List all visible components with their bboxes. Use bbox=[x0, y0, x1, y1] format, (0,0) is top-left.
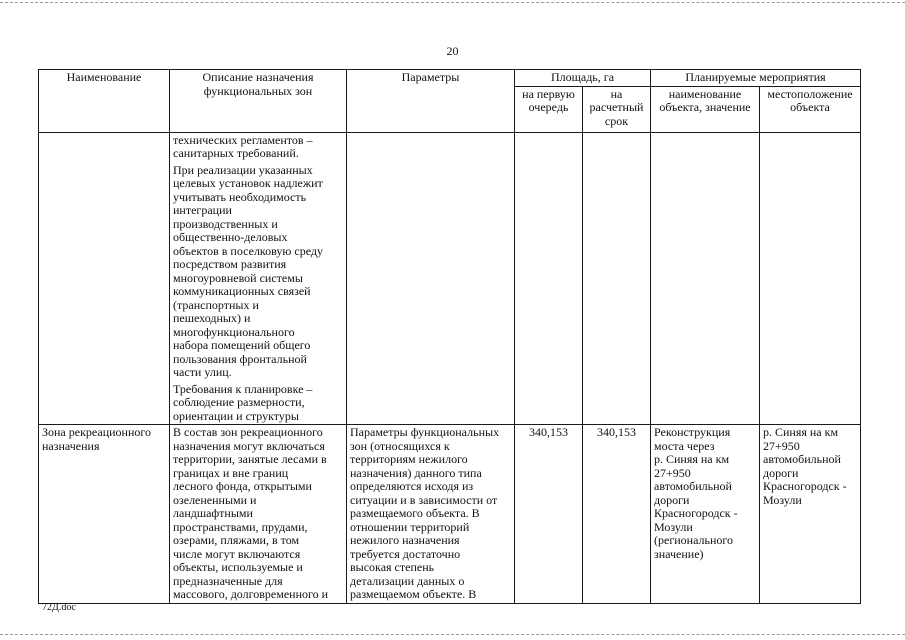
header-area-first bbox=[515, 86, 583, 132]
continuation-area-first-cell bbox=[515, 132, 583, 425]
table-row-recreation bbox=[39, 425, 861, 604]
planned-object-name bbox=[651, 425, 760, 604]
continuation-area-total-cell bbox=[583, 132, 651, 425]
page-number: 20 bbox=[446, 44, 459, 58]
text-line: Красногородск - bbox=[654, 506, 738, 520]
text-line: высокая степень bbox=[350, 560, 435, 574]
text-line: числе могут включаются bbox=[173, 546, 301, 561]
text-line: на bbox=[610, 86, 623, 101]
text-line: Зона рекреационного bbox=[42, 425, 152, 439]
header-description: Описание назначения функциональных зон bbox=[170, 70, 347, 133]
zone-name bbox=[39, 425, 170, 604]
text-line: автомобильной bbox=[654, 479, 732, 493]
text-line: Реконструкция bbox=[654, 425, 731, 439]
continuation-paragraph bbox=[173, 164, 343, 380]
text-line: дороги bbox=[763, 465, 799, 480]
text-line: При реализации указанных bbox=[173, 162, 313, 177]
text-line: посредством развития bbox=[173, 257, 287, 271]
text-line: ситуации и в зависимости от bbox=[350, 492, 498, 507]
scan-border-top bbox=[0, 2, 905, 3]
planned-object-location bbox=[760, 425, 861, 604]
text-line: целевых установок надлежит bbox=[173, 176, 323, 190]
continuation-object-cell bbox=[651, 132, 760, 425]
text-line: озелененными и bbox=[173, 492, 257, 507]
text-line: зон (относящихся к bbox=[350, 438, 450, 453]
text-line: Требования к планировке – bbox=[173, 381, 313, 396]
text-line: коммуникационных связей bbox=[173, 284, 311, 298]
text-line: 27+950 bbox=[763, 438, 800, 453]
text-line: объектов в поселковую среду bbox=[173, 243, 323, 258]
text-line: отношении территорий bbox=[350, 519, 470, 534]
text-line: границах и вне границ bbox=[173, 465, 289, 480]
text-line: размещаемого объекта. В bbox=[350, 506, 480, 520]
text-line: Мозули bbox=[763, 492, 802, 507]
scan-border-bottom bbox=[0, 634, 905, 635]
text-line: части улиц. bbox=[173, 365, 232, 379]
text-line: массового, долговременного и bbox=[173, 587, 329, 601]
text-line: ландшафтными bbox=[173, 506, 253, 520]
text-line: объекта bbox=[790, 100, 830, 114]
text-line: учитывать необходимость bbox=[173, 189, 307, 204]
continuation-paragraph bbox=[173, 134, 343, 161]
text-line: определяются исходя из bbox=[350, 479, 474, 493]
text-line: многофункционального bbox=[173, 324, 295, 339]
text-line: набора помещений общего bbox=[173, 338, 311, 352]
table-row-continuation bbox=[39, 132, 861, 425]
text-line: пространствами, прудами, bbox=[173, 519, 308, 534]
text-line: лесного фонда, открытыми bbox=[173, 479, 312, 493]
text-line: на первую bbox=[522, 86, 575, 101]
text-line: дороги bbox=[654, 492, 690, 507]
text-line: территориям нежилого bbox=[350, 452, 468, 466]
header-name: Наименование bbox=[39, 70, 170, 133]
text-line: многоуровневой системы bbox=[173, 270, 303, 285]
text-line: озерами, пляжами, в том bbox=[173, 533, 300, 547]
text-line: назначения bbox=[42, 438, 100, 453]
text-line: автомобильной bbox=[763, 452, 841, 466]
header-area-total bbox=[583, 86, 651, 132]
header-planned: Планируемые мероприятия bbox=[651, 70, 861, 87]
header-area: Площадь, га bbox=[515, 70, 651, 87]
text-line: Красногородск - bbox=[763, 479, 847, 493]
text-line: срок bbox=[604, 113, 629, 128]
area-total-value: 340,153 bbox=[583, 425, 651, 604]
text-line: моста через bbox=[654, 438, 715, 453]
functional-zones-table bbox=[38, 69, 861, 604]
text-line: технических регламентов – bbox=[173, 132, 313, 147]
text-line: местоположение bbox=[767, 86, 853, 101]
text-line: требуется достаточно bbox=[350, 546, 461, 561]
text-line: интеграции bbox=[173, 203, 232, 217]
text-line: объекты, используемые и bbox=[173, 560, 303, 574]
area-first-value: 340,153 bbox=[515, 425, 583, 604]
text-line: Параметры функциональных bbox=[350, 425, 500, 439]
zone-description bbox=[170, 425, 347, 604]
footer-file-name: 72Д.doc bbox=[42, 602, 76, 613]
text-line: значение) bbox=[654, 546, 704, 561]
text-line: нежилого назначения bbox=[350, 533, 460, 547]
header-parameters: Параметры bbox=[347, 70, 515, 133]
text-line: очередь bbox=[528, 100, 569, 114]
text-line: пользования фронтальной bbox=[173, 351, 307, 366]
text-line: (регионального bbox=[654, 533, 734, 547]
continuation-paragraph bbox=[173, 383, 343, 424]
text-line: Мозули bbox=[654, 519, 693, 534]
text-line: соблюдение размерности, bbox=[173, 395, 305, 409]
continuation-description-cell bbox=[170, 132, 347, 425]
text-line: р. Синяя на км bbox=[654, 452, 730, 466]
text-line: назначения могут включаться bbox=[173, 438, 325, 453]
text-line: р. Синяя на км bbox=[763, 425, 839, 439]
text-line: (транспортных и bbox=[173, 297, 259, 312]
text-line: объекта, значение bbox=[659, 100, 751, 114]
continuation-location-cell bbox=[760, 132, 861, 425]
text-line: расчетный bbox=[589, 100, 644, 114]
text-line: В состав зон рекреационного bbox=[173, 425, 323, 439]
continuation-parameters-cell bbox=[347, 132, 515, 425]
text-line: производственных и bbox=[173, 216, 278, 231]
text-line: наименование bbox=[668, 86, 742, 101]
text-line: санитарных требований. bbox=[173, 146, 299, 160]
text-line: детализации данных о bbox=[350, 573, 465, 588]
text-line: общественно-деловых bbox=[173, 230, 288, 244]
continuation-name-cell bbox=[39, 132, 170, 425]
text-line: предназначенные для bbox=[173, 573, 283, 588]
text-line: назначения) данного типа bbox=[350, 465, 482, 480]
text-line: размещаемом объекте. В bbox=[350, 587, 477, 601]
text-line: ориентации и структуры bbox=[173, 408, 299, 423]
text-line: территории, занятые лесами в bbox=[173, 452, 327, 466]
text-line: пешеходных) и bbox=[173, 311, 251, 325]
header-planned-location bbox=[760, 86, 861, 132]
header-planned-object bbox=[651, 86, 760, 132]
zone-parameters bbox=[347, 425, 515, 604]
text-line: 27+950 bbox=[654, 465, 691, 480]
